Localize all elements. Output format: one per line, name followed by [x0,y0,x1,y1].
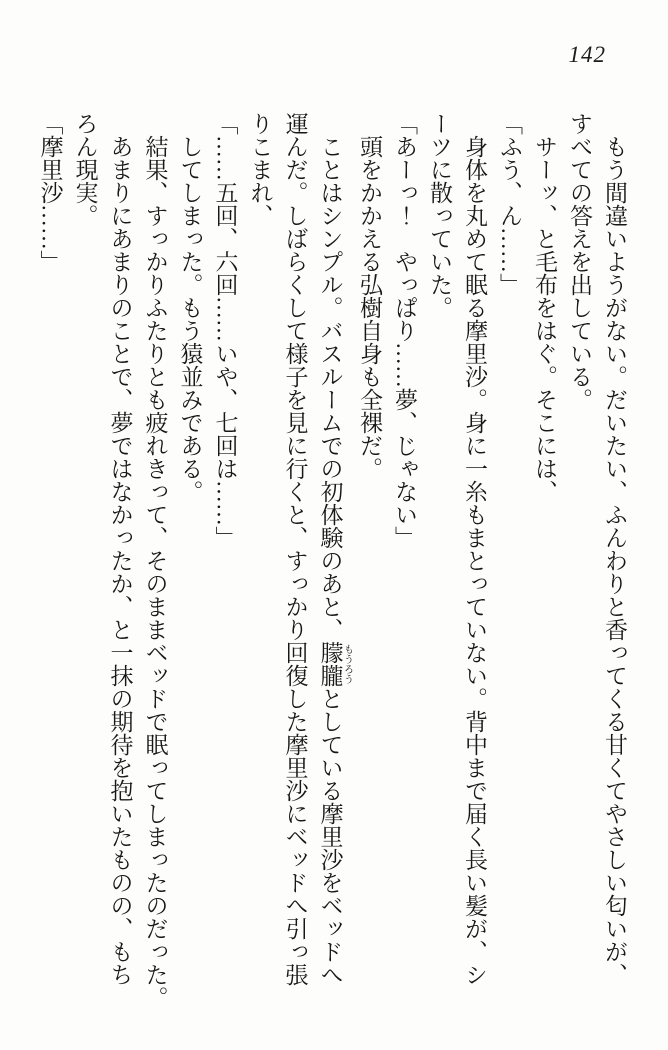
page-text [33,112,633,1017]
text-line: 「摩里沙……」 [37,112,63,273]
text-line: サーッ、と毛布をはぐ。そこには、 [532,135,557,503]
text-line: 身体を丸めて眠る摩里沙。身に一糸もまとっていない。背中まで届く長い髪が、シ [462,135,487,986]
text-line: 結果、すっかりふたりとも疲れきって、そのままベッドで眠ってしまったのだった。 [142,135,168,1009]
text-line: 頭をかかえる弘樹自身も全裸だ。 [357,135,382,480]
text-line: ーツに散っていた。 [427,112,452,319]
text-line: ことはシンプル。バスルームでの初体験のあと、朦朧 もうろうとしている摩里沙をベッドへ [317,135,353,986]
text-line: してしまった。もう猿並みである。 [177,135,203,503]
page-number: 142 [568,42,606,67]
text-line: もう間違いようがない。だいたい、ふんわりと香ってくる甘くてやさしい匂いが、 [602,135,627,986]
furigana-ruby: 朦朧 もうろう [317,641,353,687]
text-line: 「あーっ！ やっぱり……夢、じゃない」 [392,112,417,549]
text-line: 「……五回、六回……いや、七回は……」 [212,112,238,549]
text-line: すべての答えを出している。 [567,112,592,411]
text-line: りこまれ、 [247,112,273,227]
text-line: ろん現実。 [72,112,98,227]
text-line: あまりにあまりのことで、夢ではなかったか、と一抹の期待を抱いたものの、もち [107,135,133,986]
text-line: 運んだ。しばらくして様子を見に行くと、すっかり回復した摩里沙にベッドへ引っ張 [282,112,308,986]
text-line: 「ふう、ん……」 [497,112,522,296]
